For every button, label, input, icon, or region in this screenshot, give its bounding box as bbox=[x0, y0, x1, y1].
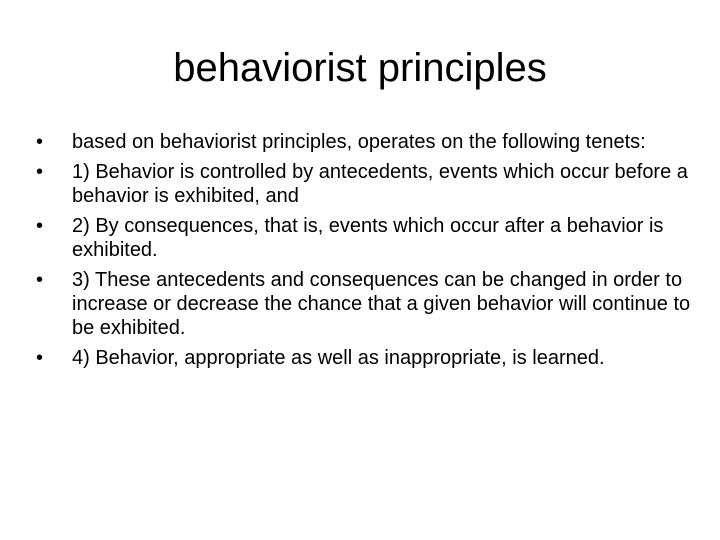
bullet-marker: • bbox=[36, 347, 44, 369]
bullet-item bbox=[36, 130, 696, 154]
bullet-marker: • bbox=[36, 269, 44, 291]
bullet-marker: • bbox=[36, 161, 44, 183]
bullet-text: based on behaviorist principles, operates on the following tenets: bbox=[72, 131, 646, 153]
bullet-item bbox=[36, 268, 696, 340]
bullet-text: 3) These antecedents and consequences can be changed in order to increase or decrease the chance that a given behavior will continue to be exhibited. bbox=[72, 269, 691, 339]
bullet-item bbox=[36, 160, 696, 208]
bullet-item bbox=[36, 214, 696, 262]
bullet-marker: • bbox=[36, 215, 44, 237]
bullet-text: 1) Behavior is controlled by antecedents, events which occur before a behavior is exhibited, and bbox=[72, 161, 688, 207]
bullet-text: 4) Behavior, appropriate as well as inappropriate, is learned. bbox=[72, 347, 605, 369]
bullet-list bbox=[36, 130, 696, 376]
slide-title: behaviorist principles bbox=[173, 46, 547, 90]
bullet-item bbox=[36, 346, 696, 370]
bullet-text: 2) By consequences, that is, events which occur after a behavior is exhibited. bbox=[72, 215, 664, 261]
bullet-marker: • bbox=[36, 131, 44, 153]
